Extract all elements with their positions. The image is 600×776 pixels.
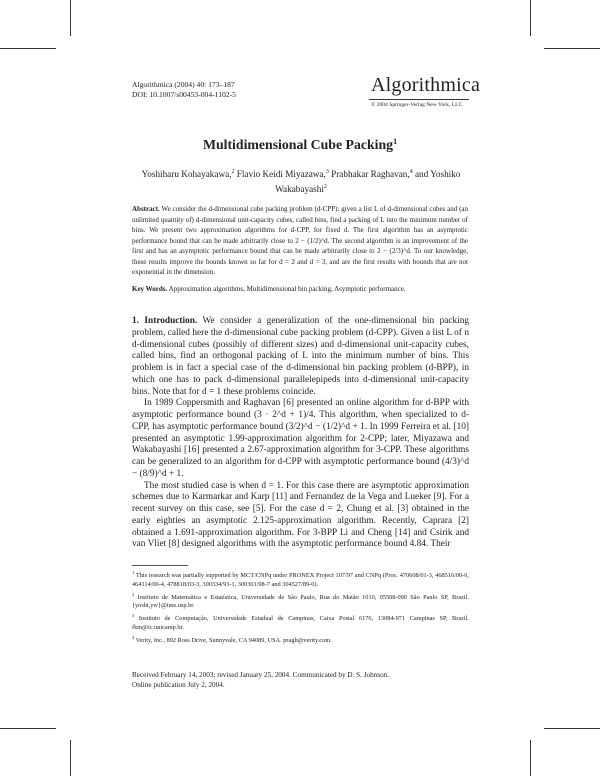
crop-mark [544,48,600,49]
footnote-number: 4 [132,634,135,640]
body-text [132,316,469,551]
title-text: Multidimensional Cube Packing [202,137,394,152]
copyright: © 2004 Springer-Verlag New York, LLC [371,102,463,108]
doi-line: DOI: 10.1007/s00453-004-1102-5 [132,90,236,99]
crop-mark [530,740,531,776]
crop-mark [530,0,531,36]
publication-line: Online publication July 2, 2004. [132,681,225,689]
footnote [132,569,469,590]
author-affiliation-mark: 3 [325,169,329,175]
abstract [132,204,468,278]
journal-line: Algorithmica (2004) 40: 173–187 [132,80,235,89]
keywords-label: Key Words. [132,285,168,293]
title-footnote-mark: 1 [393,137,398,146]
crop-mark [70,740,71,776]
footnote [132,634,469,646]
footnote [132,612,469,633]
abstract-text: We consider the d-dimensional cube packing problem (d-CPP): given a list L of d-dimensional cubes and (an unlimited quantity of) d-dimensional unit-capacity cubes, called bins, find a packing of L into the minimum number of bins. We present two approximation algorithms for d-CPP, for fixed d. The first algorithm has an asymptotic performance bound that can be made arbitrarily close to 2 − (1/2)^d. The second algorithm is an improvement of the first and has an asymptotic performance bound that can be made arbitrarily close to 2 − (2/3)^d. To our knowledge, these results improve the bounds known so far for d = 2 and d = 3, and are the first results with bounds that are not exponential in the dimension. [132,205,469,276]
keywords-text: Approximation algorithms, Multidimensional bin packing, Asymptotic performance. [168,285,406,293]
paragraph: In 1989 Coppersmith and Raghavan [6] presented an online algorithm for d-BPP with asymptotic performance bound (3 · 2^d + 1)/4. This algorithm, when specialized to d-CPP, has asymptotic performance bound (3/2)^d − (1/2)^d + 1. In 1999 Ferreira et al. [10] presented an asymptotic 1.99-approximation algorithm for 2-CPP; later, Miyazawa and Wakabayashi [16] presented a 2.67-approximation algorithm for 3-CPP. These algorithms can be generalized to an algorithm for d-CPP with asymptotic performance bound (4/3)^d − (8/9)^d + 1. [132,398,469,479]
author-affiliation-mark: 4 [409,169,413,175]
crop-mark [0,728,56,729]
footnote-text: Instituto de Computação, Universidade Estadual de Campinas, Caixa Postal 6176, 13084-971 Campinas SP, Brazil. fkm@ic.unicamp.br. [132,615,469,631]
footnote [132,591,469,612]
paragraph: The most studied case is when d = 1. For this case there are asymptotic approximation schemes due to Karmarkar and Karp [11] and Fernandez de la Vega and Lueker [9]. For a recent survey on this case, see [5]. For the case d = 2, Chung et al. [3] obtained in the early eighties an asymptotic 2.125-approximation algorithm. Recently, Caprara [2] obtained a 1.691-approximation algorithm. For 3-BPP Li and Cheng [14] and Csirik and van Vliet [8] designed algorithms with the asymptotic performance bound 4.84. Their [132,480,469,550]
footnote-text: Verity, Inc., 892 Ross Drive, Sunnyvale, CA 94089, USA. pragh@verity.com. [135,636,332,644]
author-name: and Yoshiko Wakabayashi [275,169,461,194]
footnote-text: Instituto de Matemática e Estatística, Universidade de São Paulo, Rua do Matão 1010, 05508-090 São Paulo SP, Brazil. {yoshi,yw}@ime.usp.br. [132,593,469,610]
keywords [132,285,468,293]
journal-logo: Algorithmica [371,74,481,96]
paragraph [132,316,469,398]
footnote-rule [132,565,188,566]
author-name: Flavio Keidi Miyazawa, [234,169,326,179]
crop-mark [70,0,71,36]
journal-info [132,80,236,100]
paper-title [0,137,600,153]
author-list [140,166,462,195]
crop-mark [0,48,56,49]
author-name: Yoshiharu Kohayakawa, [141,169,232,179]
footnotes [132,569,469,647]
logo-rule [369,99,469,100]
received-info [132,670,469,690]
author-affiliation-mark: 2 [323,183,327,190]
footnote-number: 2 [132,591,135,597]
paragraph-text: We consider a generalization of the one-dimensional bin packing problem, called here the d-dimensional cube packing problem (d-CPP). Given a list L of n d-dimensional cubes (possibly of different sizes) and d-dimensional unit-capacity cubes, called bins, find an orthogonal packing of L into the minimum number of bins. This problem is in fact a special case of the d-dimensional bin packing problem (d-BPP), in which one has to pack d-dimensional parallelepipeds into d-dimensional unit-capacity bins. Note that for d = 1 these problems coincide. [132,316,470,397]
footnote-number: 1 [132,570,135,575]
author-name: Prabhakar Raghavan, [328,169,410,179]
footnote-number: 3 [132,613,135,619]
author-affiliation-mark: 2 [231,169,235,175]
crop-mark [544,728,600,729]
footnote-text: This research was partially supported by MCT/CNPq under PRONEX Project 107/97 and CNPq (Proc. 470608/01-3, 468516/00-0, 464114/00-4, 478818/03-3, 300334/93-1, 300301/98-7 and 304527/89-0). [132,572,469,588]
abstract-label: Abstract. [132,205,160,213]
received-line: Received February 14, 2003; revised January 25, 2004. Communicated by D. S. Johnson. [132,671,390,679]
section-heading: 1. Introduction. [132,316,198,326]
